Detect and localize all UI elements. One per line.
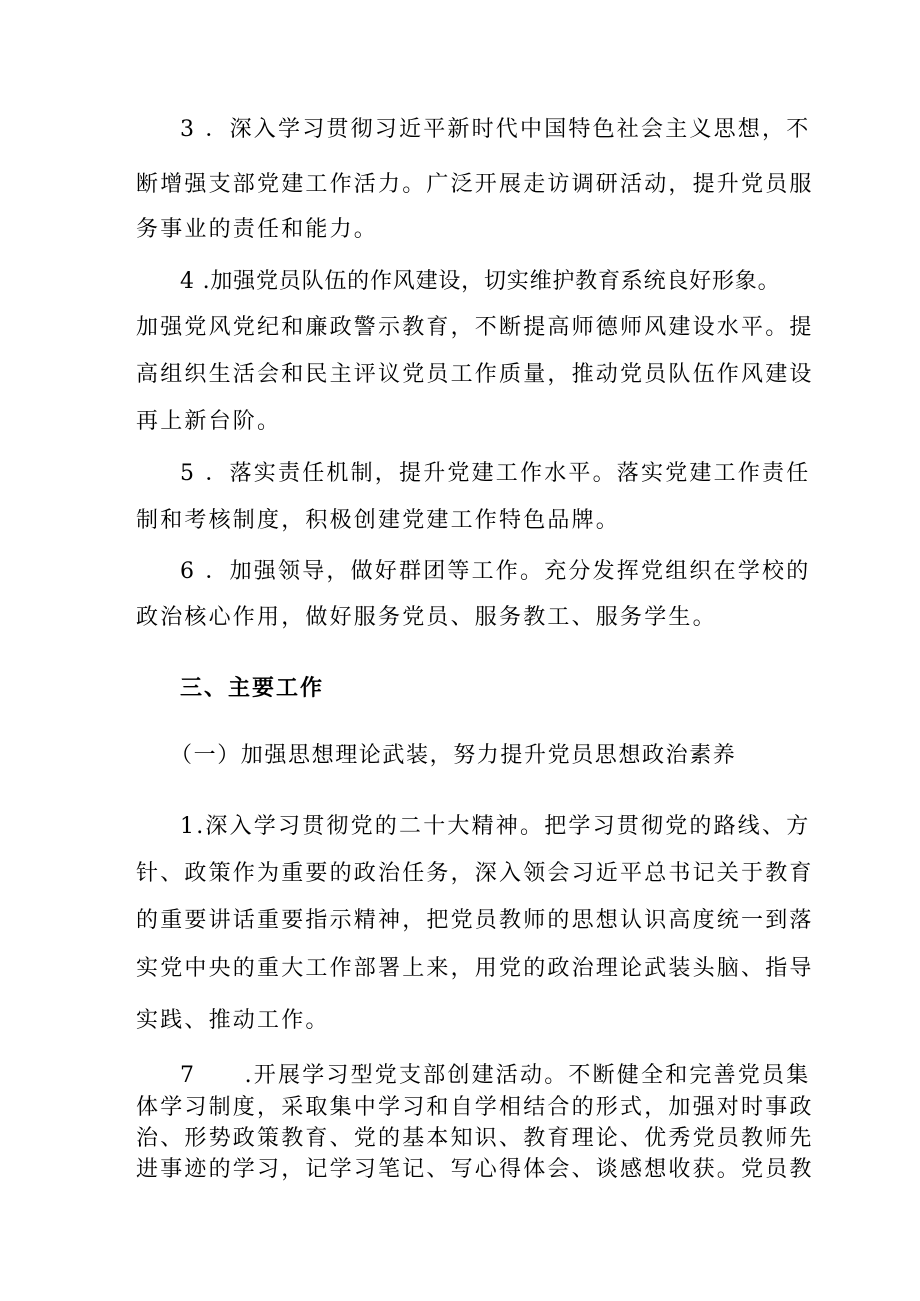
paragraph-line: 制和考核制度，积极创建党建工作特色品牌。 — [136, 508, 621, 533]
section-heading: 三、主要工作 — [180, 676, 325, 701]
paragraph-line: 1.深入学习贯彻党的二十大精神。把学习贯彻党的路线、方 — [180, 814, 811, 839]
paragraph-line: 务事业的责任和能力。 — [136, 217, 379, 242]
paragraph-line: 再上新台阶。 — [136, 409, 282, 434]
paragraph-line: 5 ．落实责任机制，提升党建工作水平。落实党建工作责任 — [180, 461, 811, 486]
paragraph-line: 体学习制度，采取集中学习和自学相结合的形式，加强对时事政 — [136, 1095, 814, 1120]
paragraph-line: 断增强支部党建工作活力。广泛开展走访调研活动，提升党员服 — [136, 172, 814, 197]
paragraph-line: 4 .加强党员队伍的作风建设，切实维护教育系统良好形象。 — [180, 269, 781, 294]
paragraph-line: 治、形势政策教育、党的基本知识、教育理论、优秀党员教师先 — [136, 1126, 814, 1151]
paragraph-line: 6 ．加强领导，做好群团等工作。充分发挥党组织在学校的 — [180, 559, 811, 584]
paragraph-line: 政治核心作用，做好服务党员、服务教工、服务学生。 — [136, 605, 717, 630]
paragraph-line: 加强党风党纪和廉政警示教育，不断提高师德师风建设水平。提 — [136, 315, 814, 340]
paragraph-line: 的重要讲话重要指示精神，把党员教师的思想认识高度统一到落 — [136, 908, 814, 933]
paragraph-line: 高组织生活会和民主评议党员工作质量，推动党员队伍作风建设 — [136, 362, 814, 387]
subsection-heading: （一）加强思想理论武装，努力提升党员思想政治素养 — [170, 743, 737, 768]
paragraph-line: 实践、推动工作。 — [136, 1008, 330, 1033]
paragraph-line: 实党中央的重大工作部署上来，用党的政治理论武装头脑、指导 — [136, 956, 814, 981]
paragraph-line: 针、政策作为重要的政治任务，深入领会习近平总书记关于教育 — [136, 861, 814, 886]
paragraph-line: 3 ．深入学习贯彻习近平新时代中国特色社会主义思想，不 — [180, 117, 811, 142]
paragraph-line: 进事迹的学习，记学习笔记、写心得体会、谈感想收获。党员教 — [136, 1157, 814, 1182]
paragraph-line: 7 .开展学习型党支部创建活动。不断健全和完善党员集 — [180, 1063, 811, 1088]
